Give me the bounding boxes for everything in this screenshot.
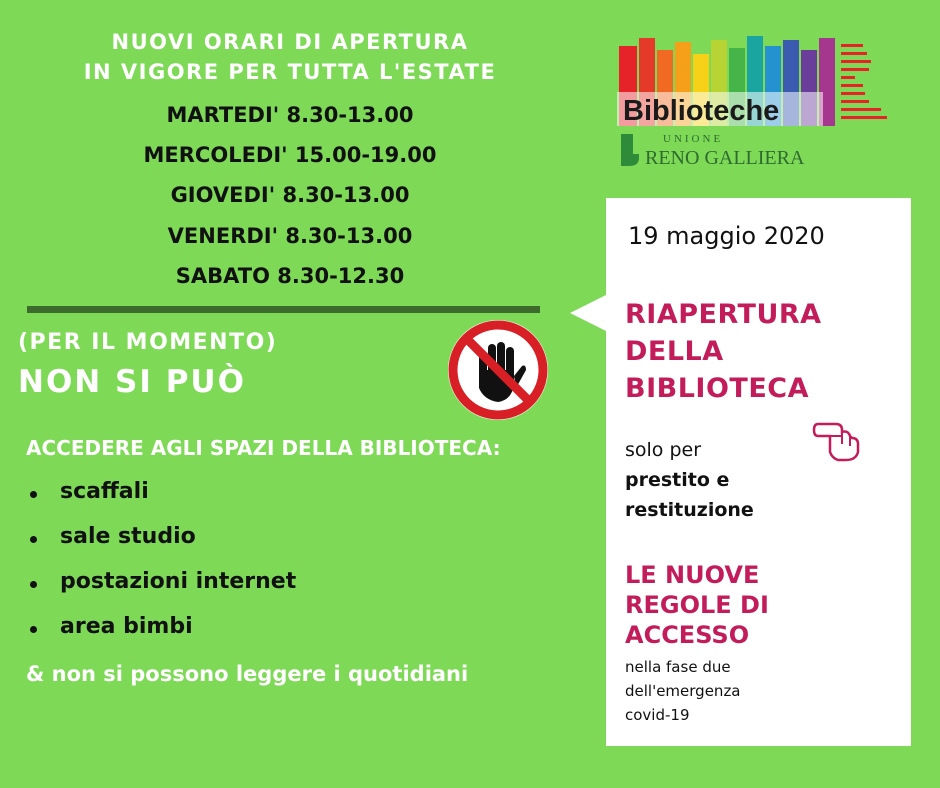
prestito: prestito e	[625, 469, 730, 491]
access-heading: ACCEDERE AGLI SPAZI DELLA BIBLIOTECA:	[26, 436, 501, 460]
phase-line-2: dell'emergenza	[625, 682, 741, 700]
no-entry-hand-icon	[446, 318, 550, 422]
list-item: sale studio	[20, 521, 296, 566]
hours-thursday: GIOVEDI' 8.30-13.00	[170, 183, 410, 207]
hours-saturday: SABATO 8.30-12.30	[175, 264, 405, 288]
hours-tuesday: MARTEDI' 8.30-13.00	[166, 103, 414, 127]
notice-big: NON SI PUÒ	[18, 364, 246, 400]
phase-line-1: nella fase due	[625, 658, 731, 676]
divider	[27, 306, 540, 313]
speech-tip	[570, 294, 608, 332]
header-line-2: IN VIGORE PER TUTTA L'ESTATE	[83, 60, 497, 84]
list-item: scaffali	[20, 476, 296, 521]
title-line-1: RIAPERTURA	[625, 299, 822, 330]
logo-name: RENO GALLIERA	[645, 147, 805, 169]
date: 19 maggio 2020	[628, 222, 825, 250]
item-list	[20, 476, 296, 656]
hours-friday: VENERDI' 8.30-13.00	[167, 224, 413, 248]
list-item: postazioni internet	[20, 566, 296, 611]
notice-sub: (PER IL MOMENTO)	[18, 330, 278, 355]
solo-per: solo per	[625, 439, 702, 461]
list-item: area bimbi	[20, 611, 296, 656]
rules-line-1: LE NUOVE	[625, 561, 760, 589]
title-line-2: DELLA	[625, 336, 724, 367]
header-line-1: NUOVI ORARI DI APERTURA	[111, 30, 469, 54]
restituzione: restituzione	[625, 499, 754, 521]
title-line-3: BIBLIOTECA	[625, 373, 809, 404]
rules-line-3: ACCESSO	[625, 621, 750, 649]
phase-line-3: covid-19	[625, 706, 690, 724]
logo-word: Biblioteche	[623, 95, 780, 127]
logo-unione: UNIONE	[663, 133, 724, 145]
unione-logo-mark-icon	[621, 134, 639, 166]
newspaper-note: & non si possono leggere i quotidiani	[26, 662, 469, 686]
hours-wednesday: MERCOLEDI' 15.00-19.00	[143, 143, 437, 167]
rules-line-2: REGOLE DI	[625, 591, 769, 619]
logo	[615, 30, 915, 180]
pointing-hand-icon	[812, 414, 864, 464]
